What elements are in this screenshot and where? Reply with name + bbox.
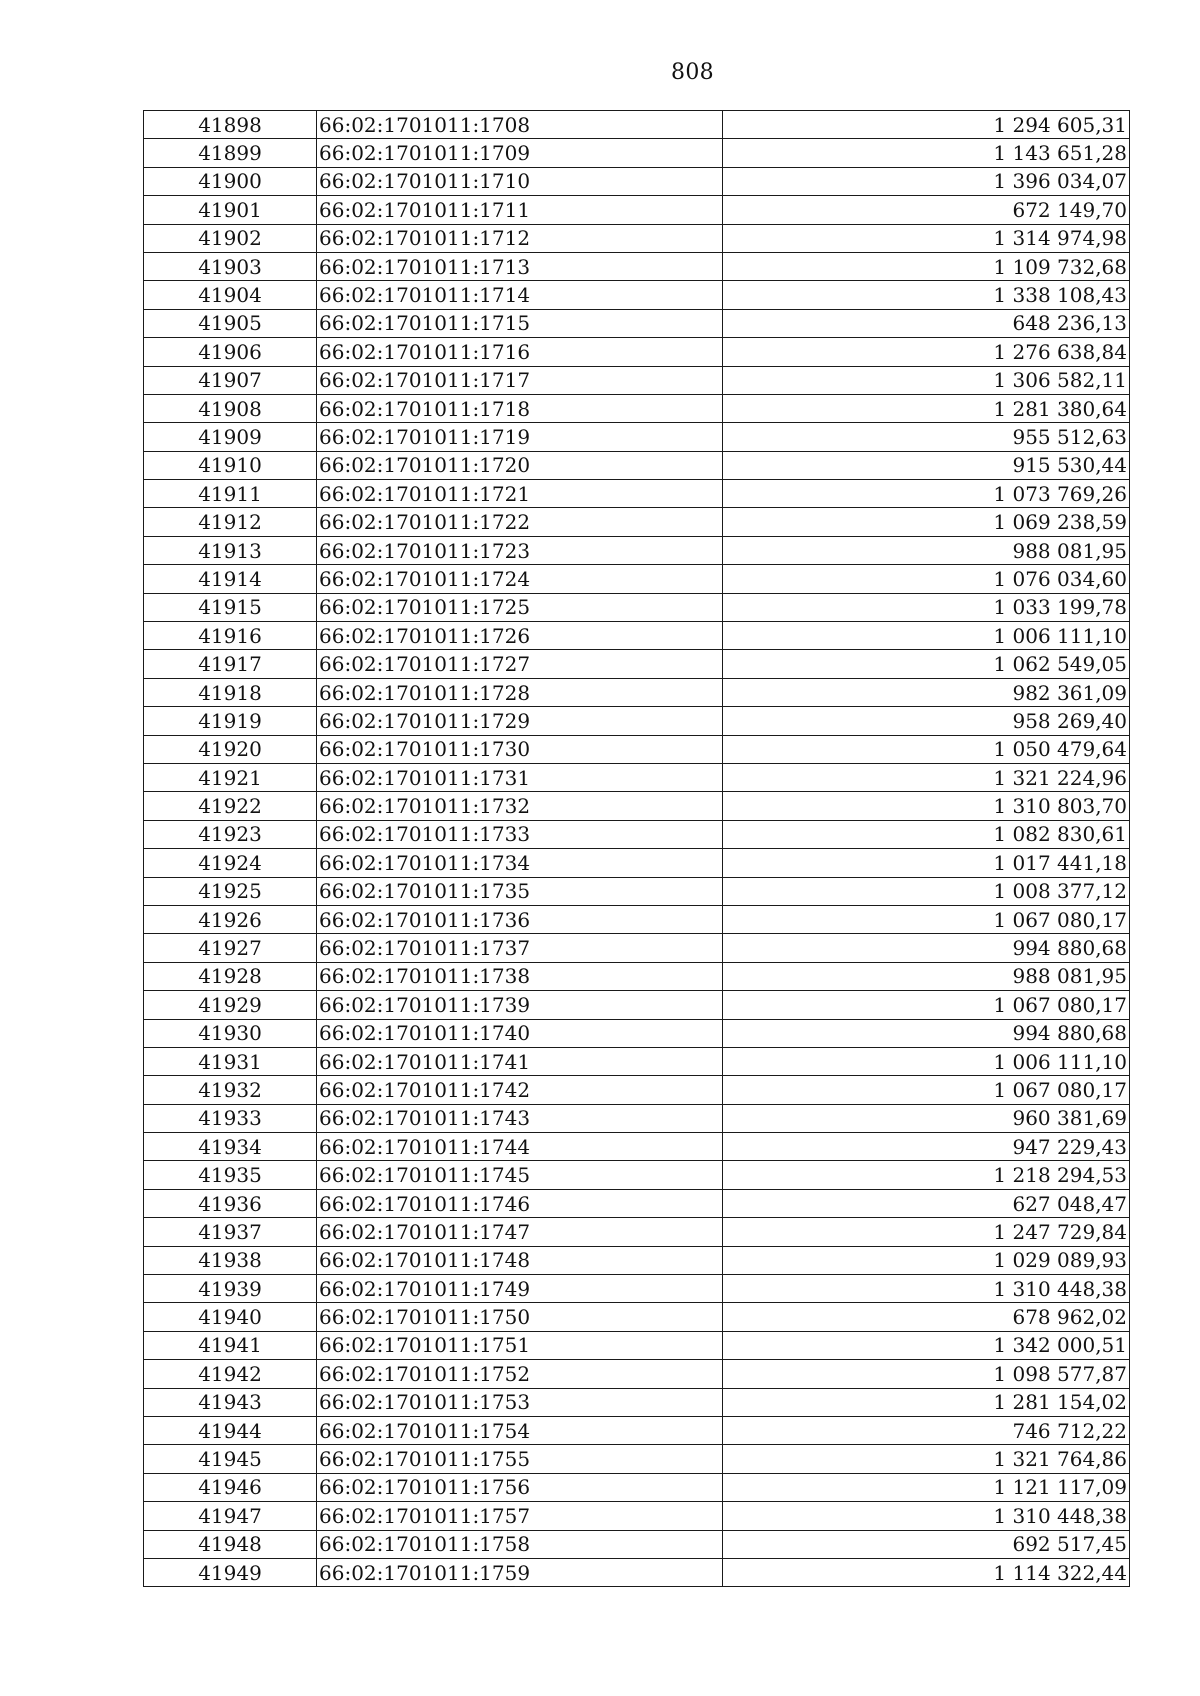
cadastral-number-cell: 66:02:1701011:1750 <box>317 1303 723 1331</box>
row-number-cell: 41920 <box>144 735 317 763</box>
cadastral-value-cell: 1 067 080,17 <box>723 991 1130 1019</box>
cadastral-value-cell: 982 361,09 <box>723 678 1130 706</box>
row-number-cell: 41917 <box>144 650 317 678</box>
cadastral-number-cell: 66:02:1701011:1708 <box>317 111 723 139</box>
row-number-cell: 41926 <box>144 905 317 933</box>
table-row <box>144 480 1130 508</box>
row-number-cell: 41916 <box>144 622 317 650</box>
row-number-cell: 41910 <box>144 451 317 479</box>
table-row <box>144 991 1130 1019</box>
table-row <box>144 1530 1130 1558</box>
cadastral-value-cell: 1 006 111,10 <box>723 1047 1130 1075</box>
row-number-cell: 41922 <box>144 792 317 820</box>
table-row <box>144 1076 1130 1104</box>
cadastral-number-cell: 66:02:1701011:1732 <box>317 792 723 820</box>
table-row <box>144 338 1130 366</box>
row-number-cell: 41913 <box>144 536 317 564</box>
cadastral-value-cell: 947 229,43 <box>723 1133 1130 1161</box>
row-number-cell: 41929 <box>144 991 317 1019</box>
cadastral-value-cell: 1 306 582,11 <box>723 366 1130 394</box>
page-number: 808 <box>671 60 714 85</box>
table-row <box>144 1445 1130 1473</box>
cadastral-number-cell: 66:02:1701011:1742 <box>317 1076 723 1104</box>
cadastral-number-cell: 66:02:1701011:1759 <box>317 1558 723 1586</box>
cadastral-value-cell: 627 048,47 <box>723 1189 1130 1217</box>
row-number-cell: 41909 <box>144 423 317 451</box>
cadastral-number-cell: 66:02:1701011:1741 <box>317 1047 723 1075</box>
row-number-cell: 41900 <box>144 167 317 195</box>
row-number-cell: 41939 <box>144 1275 317 1303</box>
cadastral-value-cell: 1 121 117,09 <box>723 1473 1130 1501</box>
row-number-cell: 41947 <box>144 1502 317 1530</box>
cadastral-value-cell: 1 098 577,87 <box>723 1360 1130 1388</box>
cadastral-value-cell: 1 017 441,18 <box>723 849 1130 877</box>
table-row <box>144 849 1130 877</box>
table-row <box>144 423 1130 451</box>
row-number-cell: 41935 <box>144 1161 317 1189</box>
table-row <box>144 1473 1130 1501</box>
table-row <box>144 877 1130 905</box>
row-number-cell: 41923 <box>144 820 317 848</box>
cadastral-number-cell: 66:02:1701011:1735 <box>317 877 723 905</box>
cadastral-number-cell: 66:02:1701011:1728 <box>317 678 723 706</box>
table-row <box>144 281 1130 309</box>
cadastral-value-cell: 1 033 199,78 <box>723 593 1130 621</box>
cadastral-value-cell: 1 294 605,31 <box>723 111 1130 139</box>
cadastral-number-cell: 66:02:1701011:1725 <box>317 593 723 621</box>
row-number-cell: 41921 <box>144 763 317 791</box>
cadastral-number-cell: 66:02:1701011:1730 <box>317 735 723 763</box>
cadastral-value-cell: 678 962,02 <box>723 1303 1130 1331</box>
cadastral-value-cell: 1 109 732,68 <box>723 252 1130 280</box>
cadastral-number-cell: 66:02:1701011:1729 <box>317 707 723 735</box>
table-row <box>144 593 1130 621</box>
row-number-cell: 41940 <box>144 1303 317 1331</box>
cadastral-number-cell: 66:02:1701011:1733 <box>317 820 723 848</box>
cadastral-value-cell: 1 067 080,17 <box>723 1076 1130 1104</box>
row-number-cell: 41931 <box>144 1047 317 1075</box>
cadastral-value-cell: 1 082 830,61 <box>723 820 1130 848</box>
table-row <box>144 139 1130 167</box>
cadastral-number-cell: 66:02:1701011:1740 <box>317 1019 723 1047</box>
cadastral-number-cell: 66:02:1701011:1754 <box>317 1416 723 1444</box>
cadastral-value-cell: 1 281 380,64 <box>723 394 1130 422</box>
cadastral-number-cell: 66:02:1701011:1719 <box>317 423 723 451</box>
row-number-cell: 41904 <box>144 281 317 309</box>
row-number-cell: 41944 <box>144 1416 317 1444</box>
row-number-cell: 41906 <box>144 338 317 366</box>
cadastral-value-cell: 988 081,95 <box>723 962 1130 990</box>
cadastral-number-cell: 66:02:1701011:1749 <box>317 1275 723 1303</box>
cadastral-value-cell: 1 114 322,44 <box>723 1558 1130 1586</box>
cadastral-number-cell: 66:02:1701011:1712 <box>317 224 723 252</box>
cadastral-value-cell: 1 321 764,86 <box>723 1445 1130 1473</box>
cadastral-value-cell: 1 281 154,02 <box>723 1388 1130 1416</box>
cadastral-number-cell: 66:02:1701011:1738 <box>317 962 723 990</box>
cadastral-value-cell: 1 314 974,98 <box>723 224 1130 252</box>
table-row <box>144 451 1130 479</box>
row-number-cell: 41943 <box>144 1388 317 1416</box>
table-row <box>144 366 1130 394</box>
cadastral-value-cell: 1 218 294,53 <box>723 1161 1130 1189</box>
row-number-cell: 41933 <box>144 1104 317 1132</box>
cadastral-number-cell: 66:02:1701011:1709 <box>317 139 723 167</box>
table-row <box>144 167 1130 195</box>
table-row <box>144 1104 1130 1132</box>
cadastral-value-cell: 746 712,22 <box>723 1416 1130 1444</box>
table-row <box>144 735 1130 763</box>
row-number-cell: 41945 <box>144 1445 317 1473</box>
row-number-cell: 41907 <box>144 366 317 394</box>
row-number-cell: 41905 <box>144 309 317 337</box>
cadastral-number-cell: 66:02:1701011:1746 <box>317 1189 723 1217</box>
table-row <box>144 1558 1130 1586</box>
table-row <box>144 1303 1130 1331</box>
table-row <box>144 905 1130 933</box>
cadastral-number-cell: 66:02:1701011:1745 <box>317 1161 723 1189</box>
table-row <box>144 962 1130 990</box>
cadastral-number-cell: 66:02:1701011:1710 <box>317 167 723 195</box>
table-row <box>144 792 1130 820</box>
cadastral-value-cell: 1 050 479,64 <box>723 735 1130 763</box>
table-row <box>144 934 1130 962</box>
cadastral-value-cell: 1 067 080,17 <box>723 905 1130 933</box>
cadastral-value-cell: 915 530,44 <box>723 451 1130 479</box>
cadastral-number-cell: 66:02:1701011:1751 <box>317 1331 723 1359</box>
table-row <box>144 763 1130 791</box>
cadastral-value-cell: 1 396 034,07 <box>723 167 1130 195</box>
table-row <box>144 1360 1130 1388</box>
cadastral-value-cell: 1 310 448,38 <box>723 1502 1130 1530</box>
cadastral-value-cell: 1 310 803,70 <box>723 792 1130 820</box>
table-row <box>144 622 1130 650</box>
row-number-cell: 41932 <box>144 1076 317 1104</box>
cadastral-number-cell: 66:02:1701011:1757 <box>317 1502 723 1530</box>
cadastral-number-cell: 66:02:1701011:1758 <box>317 1530 723 1558</box>
row-number-cell: 41901 <box>144 196 317 224</box>
table-row <box>144 678 1130 706</box>
row-number-cell: 41915 <box>144 593 317 621</box>
table-row <box>144 536 1130 564</box>
cadastral-number-cell: 66:02:1701011:1711 <box>317 196 723 224</box>
row-number-cell: 41941 <box>144 1331 317 1359</box>
table-row <box>144 1133 1130 1161</box>
cadastral-value-cell: 1 276 638,84 <box>723 338 1130 366</box>
cadastral-value-cell: 1 006 111,10 <box>723 622 1130 650</box>
table-row <box>144 1047 1130 1075</box>
cadastral-value-cell: 1 062 549,05 <box>723 650 1130 678</box>
row-number-cell: 41903 <box>144 252 317 280</box>
table-row <box>144 196 1130 224</box>
table-row <box>144 1331 1130 1359</box>
cadastral-value-cell: 1 069 238,59 <box>723 508 1130 536</box>
row-number-cell: 41936 <box>144 1189 317 1217</box>
table-row <box>144 707 1130 735</box>
table-row <box>144 1161 1130 1189</box>
table-row <box>144 224 1130 252</box>
row-number-cell: 41946 <box>144 1473 317 1501</box>
cadastral-value-cell: 1 342 000,51 <box>723 1331 1130 1359</box>
cadastral-number-cell: 66:02:1701011:1743 <box>317 1104 723 1132</box>
table-row <box>144 1388 1130 1416</box>
table-row <box>144 1275 1130 1303</box>
row-number-cell: 41949 <box>144 1558 317 1586</box>
table-row <box>144 394 1130 422</box>
cadastral-number-cell: 66:02:1701011:1753 <box>317 1388 723 1416</box>
cadastral-number-cell: 66:02:1701011:1714 <box>317 281 723 309</box>
row-number-cell: 41919 <box>144 707 317 735</box>
cadastral-value-cell: 1 029 089,93 <box>723 1246 1130 1274</box>
cadastral-number-cell: 66:02:1701011:1716 <box>317 338 723 366</box>
row-number-cell: 41948 <box>144 1530 317 1558</box>
table-row <box>144 1502 1130 1530</box>
cadastral-value-cell: 994 880,68 <box>723 1019 1130 1047</box>
cadastral-number-cell: 66:02:1701011:1731 <box>317 763 723 791</box>
cadastral-number-cell: 66:02:1701011:1748 <box>317 1246 723 1274</box>
row-number-cell: 41912 <box>144 508 317 536</box>
row-number-cell: 41908 <box>144 394 317 422</box>
row-number-cell: 41938 <box>144 1246 317 1274</box>
row-number-cell: 41942 <box>144 1360 317 1388</box>
cadastral-value-cell: 1 247 729,84 <box>723 1218 1130 1246</box>
cadastral-number-cell: 66:02:1701011:1736 <box>317 905 723 933</box>
cadastral-number-cell: 66:02:1701011:1723 <box>317 536 723 564</box>
cadastral-value-cell: 692 517,45 <box>723 1530 1130 1558</box>
table-row <box>144 650 1130 678</box>
row-number-cell: 41937 <box>144 1218 317 1246</box>
cadastral-number-cell: 66:02:1701011:1722 <box>317 508 723 536</box>
cadastral-number-cell: 66:02:1701011:1739 <box>317 991 723 1019</box>
cadastral-value-cell: 1 008 377,12 <box>723 877 1130 905</box>
table-row <box>144 1416 1130 1444</box>
table-row <box>144 565 1130 593</box>
cadastral-value-cell: 988 081,95 <box>723 536 1130 564</box>
cadastral-number-cell: 66:02:1701011:1721 <box>317 480 723 508</box>
cadastral-value-cell: 958 269,40 <box>723 707 1130 735</box>
cadastral-number-cell: 66:02:1701011:1734 <box>317 849 723 877</box>
row-number-cell: 41930 <box>144 1019 317 1047</box>
cadastral-value-cell: 1 076 034,60 <box>723 565 1130 593</box>
cadastral-value-cell: 1 310 448,38 <box>723 1275 1130 1303</box>
table-row <box>144 252 1130 280</box>
row-number-cell: 41928 <box>144 962 317 990</box>
cadastral-value-cell: 1 143 651,28 <box>723 139 1130 167</box>
cadastral-value-cell: 672 149,70 <box>723 196 1130 224</box>
row-number-cell: 41899 <box>144 139 317 167</box>
row-number-cell: 41911 <box>144 480 317 508</box>
table-row <box>144 111 1130 139</box>
cadastral-value-cell: 955 512,63 <box>723 423 1130 451</box>
cadastral-number-cell: 66:02:1701011:1718 <box>317 394 723 422</box>
cadastral-value-cell: 1 338 108,43 <box>723 281 1130 309</box>
cadastral-number-cell: 66:02:1701011:1715 <box>317 309 723 337</box>
row-number-cell: 41914 <box>144 565 317 593</box>
table-row <box>144 309 1130 337</box>
cadastral-number-cell: 66:02:1701011:1747 <box>317 1218 723 1246</box>
cadastral-number-cell: 66:02:1701011:1744 <box>317 1133 723 1161</box>
cadastral-value-cell: 648 236,13 <box>723 309 1130 337</box>
cadastral-number-cell: 66:02:1701011:1726 <box>317 622 723 650</box>
row-number-cell: 41925 <box>144 877 317 905</box>
row-number-cell: 41902 <box>144 224 317 252</box>
table-row <box>144 1019 1130 1047</box>
cadastral-number-cell: 66:02:1701011:1755 <box>317 1445 723 1473</box>
cadastral-number-cell: 66:02:1701011:1717 <box>317 366 723 394</box>
registry-table-body <box>144 111 1130 1587</box>
registry-table <box>143 110 1130 1587</box>
row-number-cell: 41924 <box>144 849 317 877</box>
cadastral-number-cell: 66:02:1701011:1724 <box>317 565 723 593</box>
cadastral-value-cell: 994 880,68 <box>723 934 1130 962</box>
table-row <box>144 508 1130 536</box>
cadastral-value-cell: 1 321 224,96 <box>723 763 1130 791</box>
row-number-cell: 41918 <box>144 678 317 706</box>
cadastral-number-cell: 66:02:1701011:1713 <box>317 252 723 280</box>
cadastral-number-cell: 66:02:1701011:1752 <box>317 1360 723 1388</box>
table-row <box>144 1218 1130 1246</box>
cadastral-value-cell: 1 073 769,26 <box>723 480 1130 508</box>
row-number-cell: 41927 <box>144 934 317 962</box>
table-row <box>144 820 1130 848</box>
row-number-cell: 41898 <box>144 111 317 139</box>
table-row <box>144 1246 1130 1274</box>
cadastral-number-cell: 66:02:1701011:1720 <box>317 451 723 479</box>
cadastral-number-cell: 66:02:1701011:1756 <box>317 1473 723 1501</box>
cadastral-number-cell: 66:02:1701011:1727 <box>317 650 723 678</box>
cadastral-number-cell: 66:02:1701011:1737 <box>317 934 723 962</box>
table-row <box>144 1189 1130 1217</box>
row-number-cell: 41934 <box>144 1133 317 1161</box>
cadastral-value-cell: 960 381,69 <box>723 1104 1130 1132</box>
